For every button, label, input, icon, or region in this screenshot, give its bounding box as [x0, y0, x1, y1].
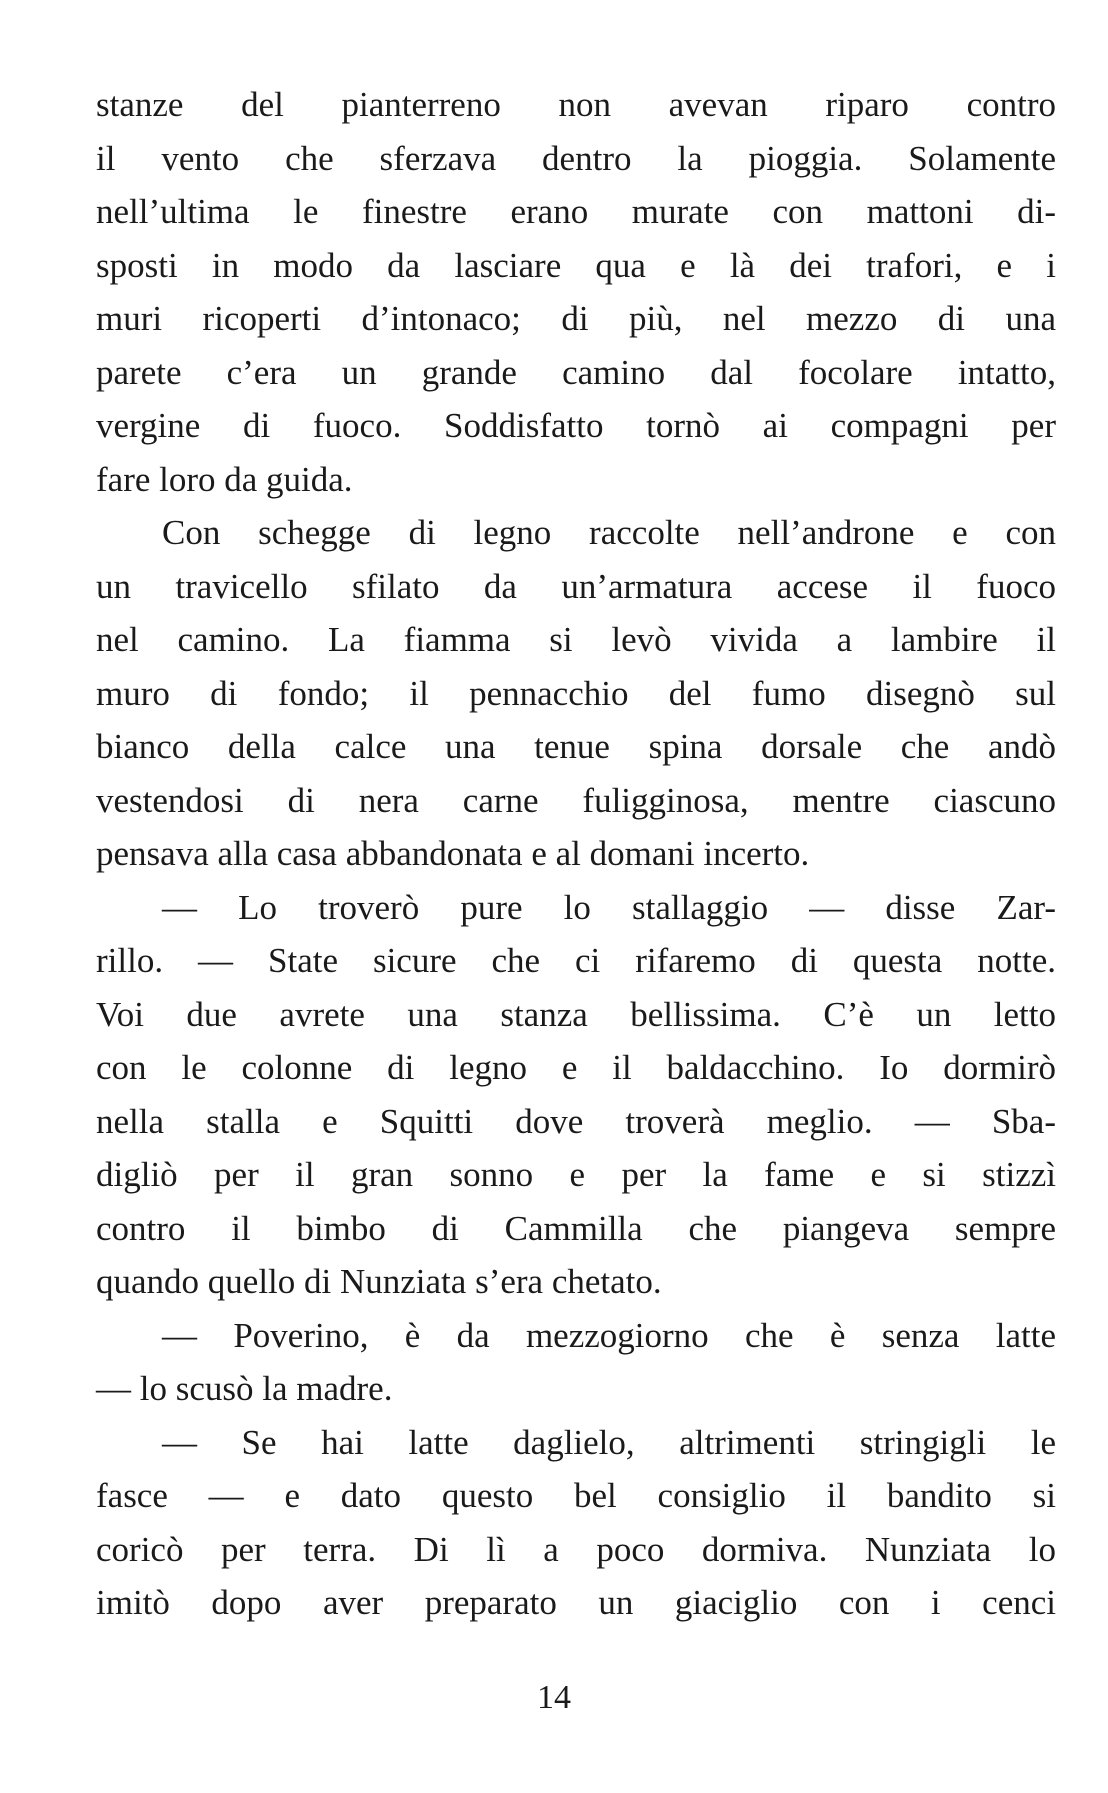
- page-number: 14: [537, 1679, 571, 1716]
- text-line: nella stalla e Squitti dove troverà meglio. — Sba-: [96, 1101, 1056, 1141]
- text-line: parete c’era un grande camino dal focolare intatto,: [96, 352, 1056, 392]
- text-line: muro di fondo; il pennacchio del fumo disegnò sul: [96, 673, 1056, 713]
- text-line: nel camino. La fiamma si levò vivida a lambire il: [96, 620, 1056, 659]
- text-line: stanze del pianterreno non avevan riparo contro: [96, 85, 1056, 124]
- text-line: nell’ultima le finestre erano murate con mattoni di-: [96, 192, 1056, 231]
- body-text: [96, 78, 1056, 1630]
- text-line: vestendosi di nera carne fuligginosa, mentre ciascuno: [96, 780, 1056, 820]
- text-line: Con schegge di legno raccolte nell’androne e con: [162, 513, 1056, 552]
- text-line: — Se hai latte daglielo, altrimenti stringigli le: [162, 1422, 1056, 1462]
- text-line: Voi due avrete una stanza bellissima. C’è un letto: [96, 994, 1056, 1034]
- text-line: con le colonne di legno e il baldacchino. Io dormirò: [96, 1048, 1056, 1087]
- text-line: sposti in modo da lasciare qua e là dei trafori, e i: [96, 245, 1056, 285]
- text-line: vergine di fuoco. Soddisfatto tornò ai compagni per: [96, 406, 1056, 445]
- text-line: — Lo troverò pure lo stallaggio — disse Zar-: [162, 887, 1056, 927]
- text-line: il vento che sferzava dentro la pioggia. Solamente: [96, 138, 1056, 178]
- text-line: quando quello di Nunziata s’era chetato.: [96, 1262, 662, 1301]
- text-line: contro il bimbo di Cammilla che piangeva sempre: [96, 1208, 1056, 1248]
- text-line: fasce — e dato questo bel consiglio il bandito si: [96, 1476, 1056, 1515]
- text-line: rillo. — State sicure che ci rifaremo di questa notte.: [96, 941, 1056, 980]
- text-line: digliò per il gran sonno e per la fame e si stizzì: [96, 1155, 1056, 1194]
- text-line: coricò per terra. Di lì a poco dormiva. Nunziata lo: [96, 1529, 1056, 1569]
- text-line: pensava alla casa abbandonata e al domani incerto.: [96, 834, 810, 873]
- text-line: un travicello sfilato da un’armatura accese il fuoco: [96, 566, 1056, 606]
- text-line: muri ricoperti d’intonaco; di più, nel mezzo di una: [96, 299, 1056, 338]
- text-line: — lo scusò la madre.: [96, 1369, 393, 1408]
- text-line: — Poverino, è da mezzogiorno che è senza latte: [162, 1315, 1056, 1355]
- text-line: imitò dopo aver preparato un giaciglio con i cenci: [96, 1583, 1056, 1622]
- text-line: fare loro da guida.: [96, 459, 353, 499]
- text-line: bianco della calce una tenue spina dorsale che andò: [96, 727, 1056, 766]
